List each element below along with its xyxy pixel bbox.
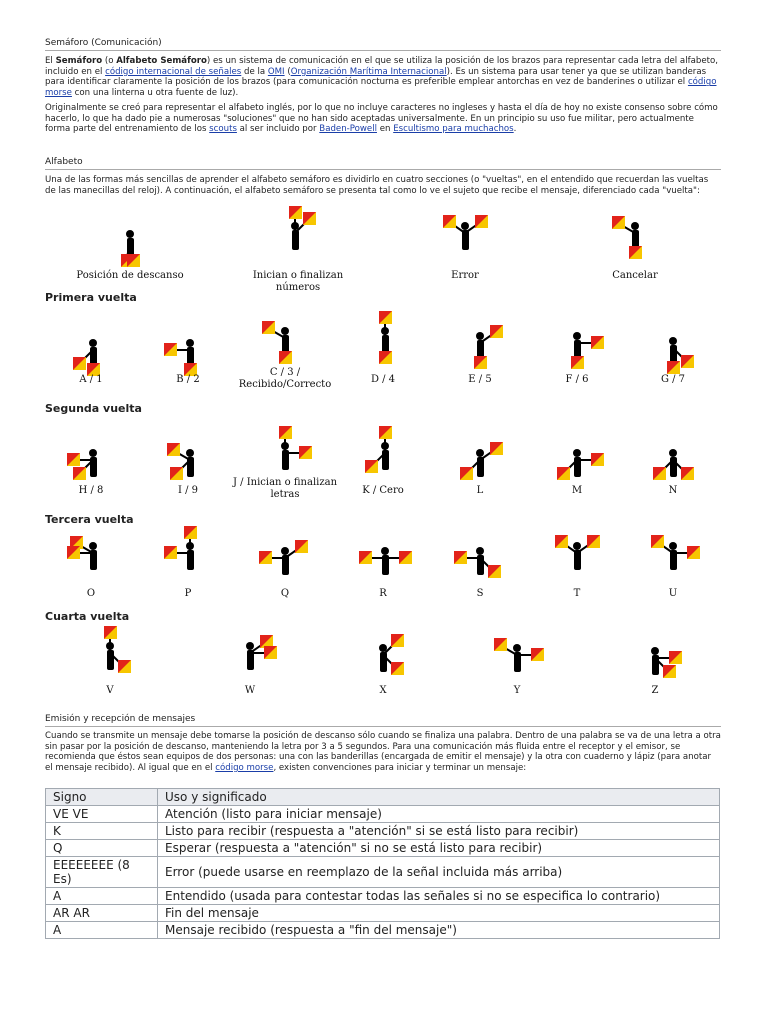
figure-head [513, 644, 521, 652]
semaphore-flag-icon [299, 446, 312, 459]
semaphore-flag-icon [289, 206, 302, 219]
semaphore-flag-icon [164, 343, 177, 356]
table-row [46, 905, 720, 922]
figure-label: X [379, 685, 387, 696]
figure-label: W [244, 685, 256, 696]
semaphore-flag-icon [391, 662, 404, 675]
table-header-cell: Signo [46, 789, 158, 806]
intro-paragraph [45, 56, 721, 98]
figure-label: I / 9 [177, 485, 199, 496]
table-row [46, 823, 720, 840]
semaphore-flag-icon [295, 540, 308, 553]
figure-label: K / Cero [362, 485, 404, 496]
text: ) es un sistema de comunicación en el que se utiliza la posición de los brazos para representar cada letra del alfabeto, incluido en el [45, 56, 718, 77]
figure-head [669, 337, 677, 345]
semaphore-flag-icon [359, 551, 372, 564]
vuelta-heading-1: Primera vuelta [45, 291, 137, 304]
semaphore-flag-icon [591, 453, 604, 466]
semaphore-flag-icon [629, 246, 642, 259]
semaphore-flag-icon [443, 215, 456, 228]
semaphore-flag-icon [170, 467, 183, 480]
figure-label: Y [513, 685, 521, 696]
semaphore-flag-icon [681, 355, 694, 368]
table-header-cell: Uso y significado [158, 789, 720, 806]
figure-label: U [668, 588, 678, 599]
link-scouts[interactable]: scouts [209, 124, 237, 135]
bold-term: Alfabeto Semáforo [116, 56, 207, 66]
bold-term: Semáforo [55, 56, 103, 66]
figure-label: J / Inician o finalizan letras [232, 477, 338, 500]
semaphore-flag-icon [379, 426, 392, 439]
figure-head [89, 449, 97, 457]
semaphore-flag-icon [651, 535, 664, 548]
figure-label: Q [280, 588, 290, 599]
semaphore-flag-icon [262, 321, 275, 334]
text: ). Es un sistema para usar tener ya que se utilizan banderas para identificar claramente la posición de los brazos (para comunicación nocturna es preferible emplear antorchas en vez de banderines o utilizar el [45, 66, 707, 88]
table-cell: Fin del mensaje [158, 905, 720, 922]
semaphore-flag-icon [555, 535, 568, 548]
link-escultismo[interactable]: Escultismo para muchachos [393, 124, 514, 135]
table-cell: Error (puede usarse en reemplazo de la señal incluida más arriba) [158, 857, 720, 888]
figure-head [631, 222, 639, 230]
table-cell: AR AR [46, 905, 158, 922]
text: ( [284, 66, 291, 77]
alfabeto-paragraph: Una de las formas más sencillas de aprender el alfabeto semáforo es dividirlo en cuatro secciones (o "vueltas", en el entendido que recuerdan las vueltas de las manecillas del reloj). A continuación, el alfabeto semáforo se presenta tal como lo ve el sujeto que recibe el mensaje, diferenciado cada "vuelta": [45, 175, 709, 196]
figure-label: S [476, 588, 484, 599]
vuelta-heading-4: Cuarta vuelta [45, 610, 130, 623]
semaphore-flag-icon [488, 565, 501, 578]
table-cell: Q [46, 840, 158, 857]
emision-paragraph [45, 731, 721, 773]
table-row [46, 888, 720, 905]
semaphore-flag-icon [279, 426, 292, 439]
link-codigo-morse[interactable]: código morse [45, 77, 717, 98]
semaphore-flag-icon [474, 356, 487, 369]
semaphore-flag-icon [127, 254, 140, 267]
table-cell: EEEEEEEE (8 Es) [46, 857, 158, 888]
text: (o [102, 56, 117, 66]
semaphore-flag-icon [587, 535, 600, 548]
semaphore-flag-icon [460, 467, 473, 480]
vuelta-heading-2: Segunda vuelta [45, 402, 142, 415]
table-row [46, 857, 720, 888]
semaphore-flag-icon [571, 356, 584, 369]
figure-label: V [106, 685, 114, 696]
text: Originalmente se creó para representar el alfabeto inglés, por lo que no incluye caracteres no ingleses y hasta el día de hoy no existe consenso sobre cómo hacerlo, lo que ha dado pie a numerosas "soluciones" que no han sido aceptadas universalmente. En un principio su uso fue militar, pero actualmente forma parte del entrenamiento de los [45, 103, 718, 135]
table-cell: Mensaje recibido (respuesta a "fin del mensaje") [158, 922, 720, 939]
semaphore-flag-icon [490, 442, 503, 455]
figure-label: O [86, 588, 96, 599]
figure-label: Cancelar [612, 270, 658, 281]
text: en [376, 124, 394, 135]
semaphore-flag-icon [399, 551, 412, 564]
semaphore-flag-icon [184, 526, 197, 539]
semaphore-flag-icon [494, 638, 507, 651]
link-baden-powell[interactable]: Baden-Powell [319, 124, 377, 135]
table-cell: A [46, 888, 158, 905]
link-codigo-internacional[interactable]: código internacional de señales [105, 66, 242, 77]
semaphore-flag-icon [164, 546, 177, 559]
table-cell: Entendido (usada para contestar todas las señales si no se especifica lo contrario) [158, 888, 720, 905]
semaphore-flag-icon [591, 336, 604, 349]
table-cell: A [46, 922, 158, 939]
table-cell: VE VE [46, 806, 158, 823]
figure-head [573, 449, 581, 457]
figure-label: Z [651, 685, 659, 696]
text: Cuando se transmite un mensaje debe tomarse la posición de descanso sólo cuando se finaliza una palabra. Dentro de una palabra se va de una letra a otra sin pasar por la posición de descanso, manteniendo la letra por 3 a 5 segundos. Para una comunicación más fluida entre el receptor y el emisor, se recomienda que éstos sean equipos de dos personas: una con las banderillas (encargada de emitir el mensaje) y la otra con cuaderno y lápiz (para anotar el mensaje recibido). Al igual que en el [45, 731, 721, 773]
table-cell: K [46, 823, 158, 840]
semaphore-flag-icon [475, 215, 488, 228]
semaphore-flag-icon [118, 660, 131, 673]
table-cell: Listo para recibir (respuesta a "atención" si se está listo para recibir) [158, 823, 720, 840]
semaphore-flag-icon [663, 665, 676, 678]
figure-label: N [668, 485, 678, 496]
figure-head [281, 327, 289, 335]
semaphore-flag-icon [73, 467, 86, 480]
semaphore-flag-icon [104, 626, 117, 639]
link-codigo-morse-2[interactable]: código morse [215, 762, 274, 773]
text: al ser incluido por [236, 124, 320, 135]
text: de la [241, 66, 268, 77]
figure-label: Posición de descanso [76, 270, 184, 281]
figure-label: Inician o finalizan números [252, 270, 344, 293]
origin-paragraph [45, 103, 721, 135]
semaphore-flag-icon [67, 453, 80, 466]
figure-label: M [571, 485, 583, 496]
figure-label: Error [451, 270, 479, 281]
semaphore-flag-icon [612, 216, 625, 229]
table-row [46, 840, 720, 857]
figure-head [89, 339, 97, 347]
figure-head [573, 332, 581, 340]
figure-label: A / 1 [79, 374, 103, 385]
figure-head [669, 542, 677, 550]
figure-label: D / 4 [370, 374, 396, 385]
semaphore-flag-icon [557, 467, 570, 480]
text: , existen convenciones para iniciar y terminar un mensaje: [273, 762, 527, 773]
signals-table [45, 788, 720, 939]
text: con una linterna u otra fuente de luz). [71, 87, 239, 98]
figure-label: P [184, 588, 192, 599]
semaphore-flag-icon [490, 325, 503, 338]
table-row [46, 922, 720, 939]
section-heading-semaforo: Semáforo (Comunicación) [45, 38, 721, 51]
semaphore-flag-icon [379, 311, 392, 324]
figure-head [669, 449, 677, 457]
table-header-row [46, 789, 720, 806]
semaphore-flag-icon [687, 546, 700, 559]
semaphore-flag-icon [167, 443, 180, 456]
semaphore-flag-icon [454, 551, 467, 564]
figure-label: H / 8 [78, 485, 104, 496]
figure-label: T [573, 588, 581, 599]
figure-label: R [379, 588, 387, 599]
figure-head [126, 230, 134, 238]
figure-label: C / 3 / Recibido/Correcto [238, 367, 332, 390]
figure-head [381, 547, 389, 555]
text: . [513, 124, 517, 135]
semaphore-flag-icon [391, 634, 404, 647]
figure-label: B / 2 [176, 374, 200, 385]
text: El [45, 56, 56, 66]
figure-head [89, 542, 97, 550]
link-omi-full[interactable]: Organización Marítima Internacional [290, 66, 447, 77]
figure-head [476, 547, 484, 555]
figure-head [186, 449, 194, 457]
vuelta-heading-3: Tercera vuelta [45, 513, 134, 526]
semaphore-flag-icon [259, 551, 272, 564]
table-cell: Atención (listo para iniciar mensaje) [158, 806, 720, 823]
figure-head [186, 339, 194, 347]
semaphore-flag-icon [379, 351, 392, 364]
semaphore-flag-icon [264, 646, 277, 659]
table-row [46, 806, 720, 823]
figure-head [651, 647, 659, 655]
semaphore-flag-icon [681, 467, 694, 480]
semaphore-flag-icon [669, 651, 682, 664]
figure-label: G / 7 [660, 374, 686, 385]
semaphore-flag-icon [667, 361, 680, 374]
section-heading-alfabeto: Alfabeto [45, 157, 721, 170]
section-heading-emision: Emisión y recepción de mensajes [45, 714, 721, 727]
semaphore-flag-icon [365, 460, 378, 473]
semaphore-flag-icon [531, 648, 544, 661]
semaphore-flag-icon [73, 357, 86, 370]
figure-label: F / 6 [565, 374, 589, 385]
link-omi[interactable]: OMI [267, 66, 285, 77]
figure-label: L [476, 485, 484, 496]
semaphore-flag-icon [67, 546, 80, 559]
semaphore-flag-icon [303, 212, 316, 225]
figure-label: E / 5 [468, 374, 492, 385]
semaphore-flag-icon [279, 351, 292, 364]
table-cell: Esperar (respuesta a "atención" si no se está listo para recibir) [158, 840, 720, 857]
semaphore-flag-icon [653, 467, 666, 480]
